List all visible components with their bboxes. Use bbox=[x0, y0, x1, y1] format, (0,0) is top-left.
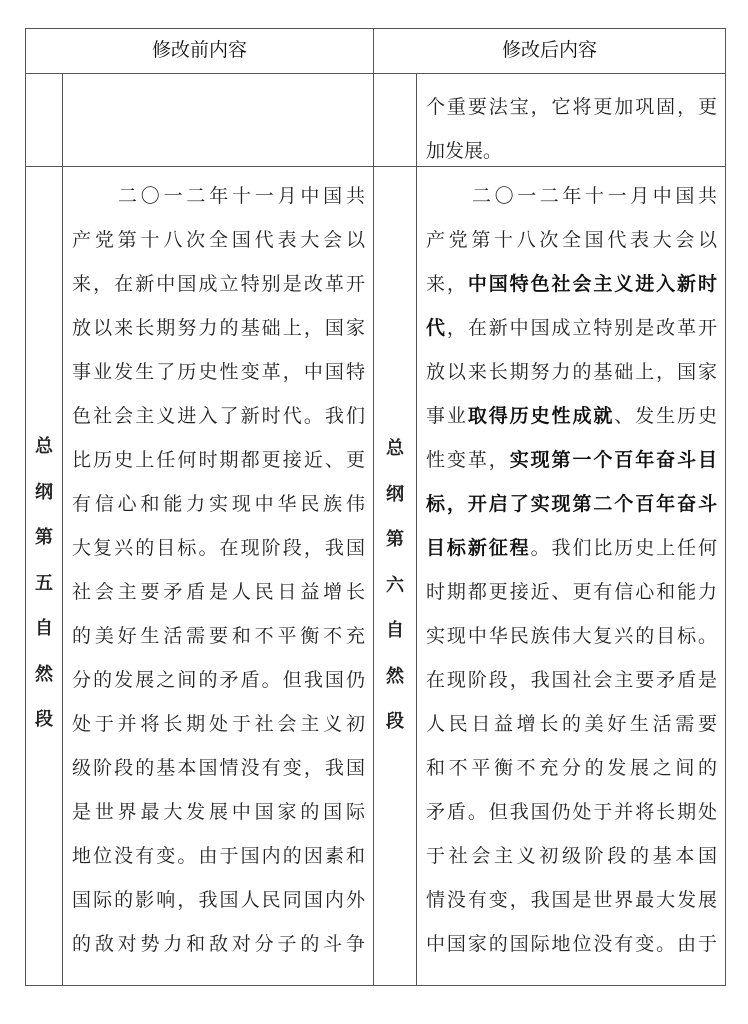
text-segment: 二〇一二年十一月中国共 bbox=[472, 185, 717, 207]
text-line bbox=[72, 482, 365, 526]
text-line bbox=[426, 702, 717, 746]
text-segment: 有信心和能力实现中华民族伟 bbox=[72, 493, 365, 515]
header-divider bbox=[25, 73, 726, 74]
text-line bbox=[72, 218, 365, 262]
text-line bbox=[426, 570, 717, 614]
text-line bbox=[426, 482, 717, 526]
text-segment: 实现中华民族伟大复兴的目标。 bbox=[426, 625, 717, 647]
text-segment: 事业发生了历史性变革，中国特 bbox=[72, 361, 365, 383]
bold-revision-text: 目标新征程 bbox=[426, 537, 531, 559]
text-line bbox=[426, 350, 717, 394]
text-line bbox=[426, 262, 717, 306]
row1-after-content bbox=[426, 85, 717, 173]
row2-after-label bbox=[374, 426, 416, 745]
text-segment: 来， bbox=[426, 273, 468, 295]
text-segment: 人民日益增长的美好生活需要 bbox=[426, 713, 717, 735]
text-segment: 情没有变，我国是世界最大发展 bbox=[426, 889, 717, 911]
text-segment: 产党第十八次全国代表大会以 bbox=[72, 229, 365, 251]
text-segment: 时期都更接近、更有信心和能力 bbox=[426, 581, 717, 603]
text-line bbox=[426, 394, 717, 438]
text-line bbox=[72, 746, 365, 790]
table-border-bottom bbox=[25, 985, 726, 986]
text-segment: 级阶段的基本国情没有变，我国 bbox=[72, 757, 365, 779]
text-segment: 分的发展之间的矛盾。但我国仍 bbox=[72, 669, 365, 691]
text-segment: 于社会主义初级阶段的基本国 bbox=[426, 845, 717, 867]
label-divider-before bbox=[62, 73, 63, 986]
bold-revision-text: 中国特色社会主义进入新时 bbox=[467, 273, 717, 295]
text-segment: 的美好生活需要和不平衡不充 bbox=[72, 625, 365, 647]
text-segment: 二〇一二年十一月中国共 bbox=[118, 185, 365, 207]
vertical-label-text: 总 纲 第 五 自 然 段 bbox=[35, 436, 53, 730]
text-segment: 比历史上任何时期都更接近、更 bbox=[72, 449, 365, 471]
bold-revision-text: 取得历史性成就 bbox=[467, 405, 615, 427]
text-line bbox=[426, 218, 717, 262]
bold-revision-text: 代 bbox=[426, 317, 447, 339]
text-line bbox=[72, 570, 365, 614]
text-line bbox=[72, 526, 365, 570]
header-after: 修改后内容 bbox=[501, 39, 597, 61]
text-line bbox=[72, 790, 365, 834]
text-segment: 来，在新中国成立特别是改革开 bbox=[72, 273, 365, 295]
text-line bbox=[72, 922, 365, 966]
row2-before-content bbox=[72, 174, 365, 966]
text-line bbox=[426, 922, 717, 966]
text-segment: 在现阶段，我国社会主要矛盾是 bbox=[426, 669, 717, 691]
text-segment: 地位没有变。由于国内的因素和 bbox=[72, 845, 365, 867]
text-line bbox=[72, 878, 365, 922]
text-line bbox=[72, 174, 365, 218]
text-segment: 产党第十八次全国代表大会以 bbox=[426, 229, 717, 251]
text-line bbox=[72, 350, 365, 394]
text-line bbox=[72, 306, 365, 350]
text-line bbox=[426, 658, 717, 702]
text-segment: 和不平衡不充分的发展之间的 bbox=[426, 757, 717, 779]
text-segment: 性变革， bbox=[426, 449, 510, 471]
text-line bbox=[426, 85, 717, 129]
text-line bbox=[426, 438, 717, 482]
bold-revision-text: 实现第一个百年奋斗目 bbox=[509, 449, 717, 471]
text-segment: ，在新中国成立特别是改革开 bbox=[446, 317, 717, 339]
text-line bbox=[72, 614, 365, 658]
text-segment: 、发生历史 bbox=[614, 405, 717, 427]
text-line bbox=[72, 658, 365, 702]
row2-after-content bbox=[426, 174, 717, 966]
text-line bbox=[72, 262, 365, 306]
text-line bbox=[426, 174, 717, 218]
text-line bbox=[72, 702, 365, 746]
label-divider-after bbox=[416, 73, 417, 986]
text-line bbox=[72, 834, 365, 878]
text-line bbox=[426, 306, 717, 350]
text-segment: 矛盾。但我国仍处于并将长期处 bbox=[426, 801, 717, 823]
vertical-label-text: 总 纲 第 六 自 然 段 bbox=[386, 438, 404, 732]
text-line bbox=[426, 526, 717, 570]
text-segment: 社会主要矛盾是人民日益增长 bbox=[72, 581, 365, 603]
header-before: 修改前内容 bbox=[151, 39, 247, 61]
text-line bbox=[426, 790, 717, 834]
text-segment: 。我们比历史上任何 bbox=[530, 537, 717, 559]
text-segment: 色社会主义进入了新时代。我们 bbox=[72, 405, 365, 427]
bold-revision-text: 标，开启了实现第二个百年奋斗 bbox=[426, 493, 717, 515]
text-line bbox=[72, 394, 365, 438]
text-segment: 放以来长期努力的基础上，国家 bbox=[426, 361, 717, 383]
text-segment: 中国家的国际地位没有变。由于 bbox=[426, 933, 717, 955]
table-border-right bbox=[725, 28, 726, 986]
text-segment: 国际的影响，我国人民同国内外 bbox=[72, 889, 365, 911]
text-line bbox=[426, 614, 717, 658]
text-segment: 处于并将长期处于社会主义初 bbox=[72, 713, 365, 735]
text-segment: 个重要法宝，它将更加巩固，更 bbox=[426, 96, 717, 118]
text-segment: 放以来长期努力的基础上，国家 bbox=[72, 317, 365, 339]
text-segment: 的敌对势力和敌对分子的斗争 bbox=[72, 933, 365, 955]
text-segment: 加发展。 bbox=[426, 140, 503, 162]
text-segment: 大复兴的目标。在现阶段，我国 bbox=[72, 537, 365, 559]
text-line bbox=[72, 438, 365, 482]
text-segment: 事业 bbox=[426, 405, 468, 427]
row2-before-label bbox=[26, 424, 62, 743]
text-line bbox=[426, 129, 717, 173]
text-line bbox=[426, 878, 717, 922]
text-segment: 是世界最大发展中国家的国际 bbox=[72, 801, 365, 823]
text-line bbox=[426, 834, 717, 878]
text-line bbox=[426, 746, 717, 790]
